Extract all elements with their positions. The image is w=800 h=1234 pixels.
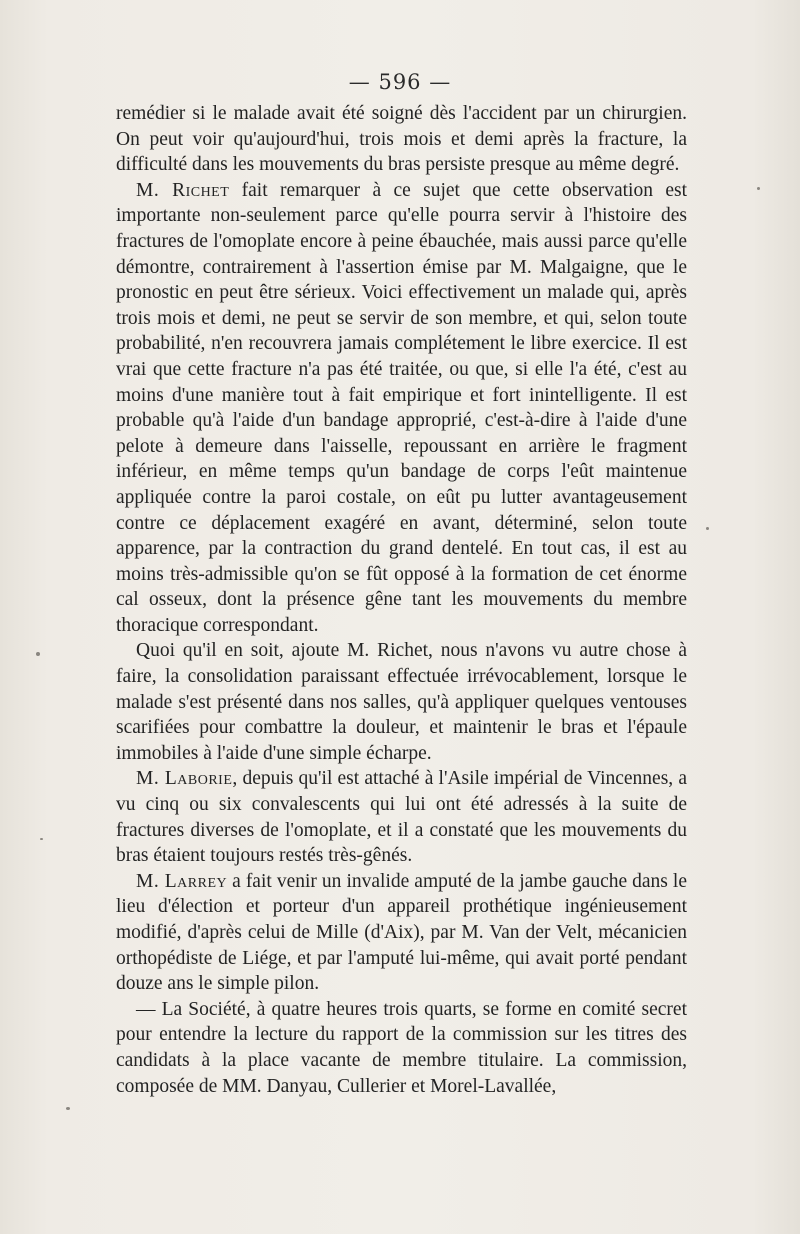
paper-speck <box>757 187 760 190</box>
paragraph-richet-cont <box>116 638 687 766</box>
speaker-name: M. Larrey <box>136 870 228 892</box>
paragraph-laborie <box>116 766 687 868</box>
paper-speck <box>706 527 709 530</box>
speaker-name: M. Richet <box>136 179 230 201</box>
paper-speck <box>40 838 43 840</box>
paragraph-text: fait remarquer à ce sujet que cette observation est importante non-seulement parce qu'elle pourra servir à l'histoire des fractures de l'omoplate encore à peine ébauchée, mais aussi parce qu'elle démontre, contrairement à l'assertion émise par M. Malgaigne, que le pronostic en peut être sérieux. Voici effectivement un malade qui, après trois mois et demi, ne peut se servir de son membre, et qui, selon toute probabilité, n'en recouvrera jamais complétement le libre exercice. Il est vrai que cette fracture n'a pas été traitée, ou que, si elle l'a été, c'est au moins d'une manière tout à fait empirique et fort inintelligente. Il est probable qu'à l'aide d'un bandage approprié, c'est-à-dire à l'aide d'une pelote à demeure dans l'aisselle, repoussant en arrière le fragment inférieur, en même temps qu'un bandage de corps l'eût maintenue appliquée contre la paroi costale, on eût pu lutter avantageusement contre ce déplacement exagéré en avant, déterminé, selon toute apparence, par la contraction du grand dentelé. En tout cas, il est au moins très-admissible qu'on se fût opposé à la formation de cet énorme cal osseux, dont la présence gêne tant les mouvements du membre thoracique correspondant. <box>116 179 687 636</box>
paragraph-text: a fait venir un invalide amputé de la jambe gauche dans le lieu d'élection et porteur d'un appareil prothétique ingénieusement modifié, d'après celui de Mille (d'Aix), par M. Van der Velt, mécanicien orthopédiste de Liége, et par l'amputé lui-même, qui avait porté pendant douze ans le simple pilon. <box>116 870 687 995</box>
paragraph-societe <box>116 997 687 1099</box>
paragraph-text: , depuis qu'il est attaché à l'Asile impérial de Vincennes, a vu cinq ou six convalescents qui lui ont été adressés à la suite de fractures diverses de l'omoplate, et il a constaté que les mouvements du bras étaient toujours restés très-gênés. <box>116 768 687 867</box>
paragraph-text: Quoi qu'il en soit, ajoute M. Richet, nous n'avons vu autre chose à faire, la consolidation paraissant effectuée irrévocablement, lorsque le malade s'est présenté dans nos salles, qu'à appliquer quelques ventouses scarifiées pour combattre la douleur, et maintenir le bras et l'épaule immobiles à l'aide d'une simple écharpe. <box>116 640 687 764</box>
page-number: — 596 — <box>348 70 452 94</box>
paragraph-continuation <box>116 101 687 178</box>
paragraph-larrey <box>116 869 687 997</box>
paper-speck <box>36 652 40 656</box>
paragraph-richet <box>116 178 687 639</box>
body-text <box>116 101 687 1099</box>
paragraph-text: — La Société, à quatre heures trois quarts, se forme en comité secret pour entendre la lecture du rapport de la commission sur les titres des candidats à la place vacante de membre titulaire. La commission, composée de MM. Danyau, Cullerier et Morel-Lavallée, <box>116 998 687 1097</box>
paper-speck <box>66 1107 70 1110</box>
speaker-name: M. Laborie <box>136 768 233 790</box>
paragraph-text: remédier si le malade avait été soigné dès l'accident par un chirurgien. On peut voir qu'aujourd'hui, trois mois et demi après la fracture, la difficulté dans les mouvements du bras persiste presque au même degré. <box>116 103 687 176</box>
